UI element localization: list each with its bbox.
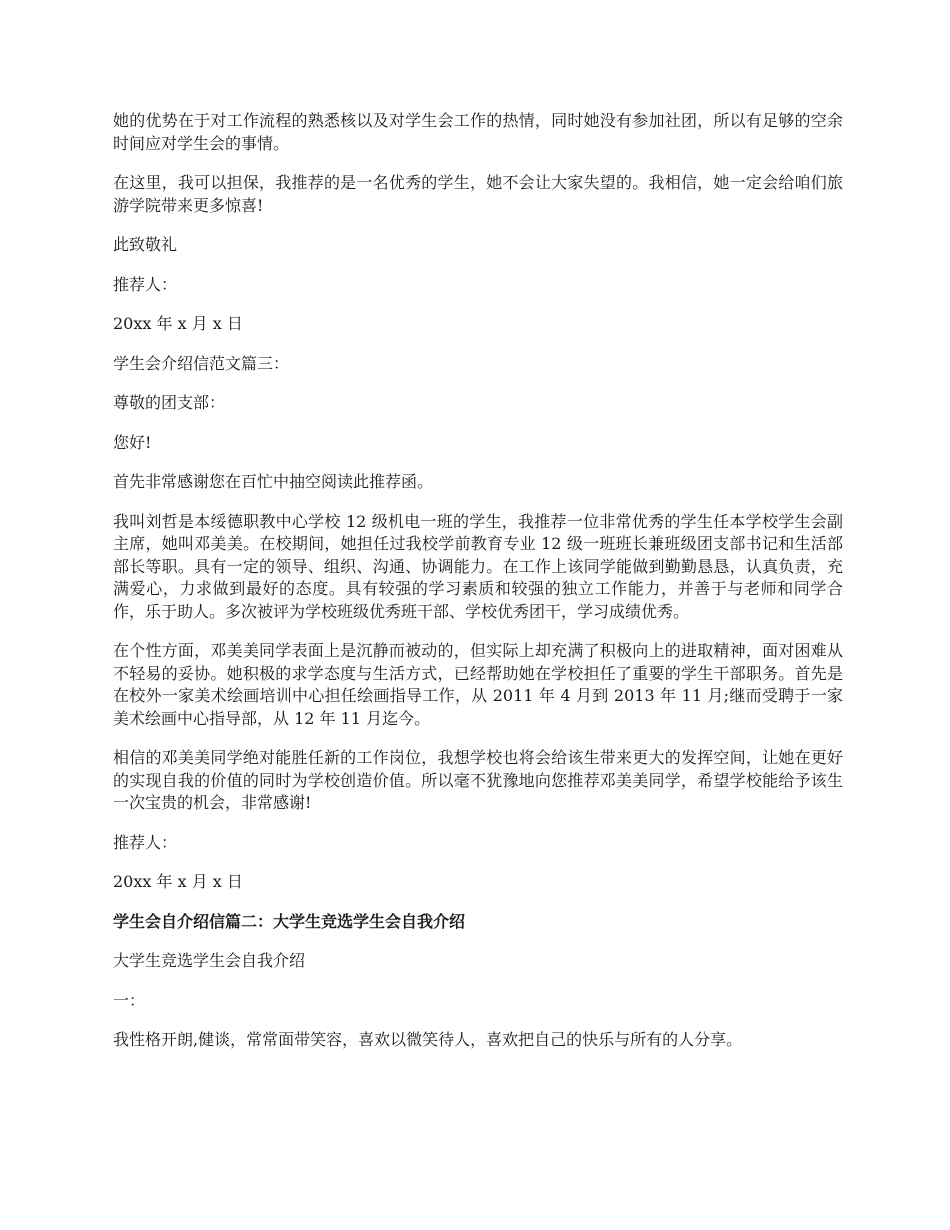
recommender-label: 推荐人： [113, 274, 178, 294]
closing-salutation: 此致敬礼 [113, 235, 178, 254]
addressee: 尊敬的团支部： [113, 393, 226, 412]
section-heading: 学生会自介绍信篇二：大学生竞选学生会自我介绍 [113, 911, 466, 931]
paragraph: 相信的邓美美同学绝对能胜任新的工作岗位，我想学校也将会给该生带来更大的发挥空间，让她在更好的实现自我的价值的同时为学校创造价值。所以毫不犹豫地向您推荐邓美美同学，希望学校能给予该生一次宝贵的机会，非常感谢! [113, 748, 843, 812]
document-page [113, 110, 843, 1069]
date-line: 20xx 年 x 月 x 日 [113, 314, 243, 333]
subtitle: 大学生竞选学生会自我介绍 [113, 951, 306, 970]
paragraph: 在这里，我可以担保，我推荐的是一名优秀的学生，她不会让大家失望的。我相信，她一定会给咱们旅游学院带来更多惊喜! [113, 173, 843, 215]
paragraph: 她的优势在于对工作流程的熟悉核以及对学生会工作的热情，同时她没有参加社团，所以有足够的空余时间应对学生会的事情。 [113, 111, 843, 153]
section-title: 学生会介绍信范文篇三： [113, 353, 290, 373]
paragraph: 我叫刘哲是本绥德职教中心学校 12 级机电一班的学生，我推荐一位非常优秀的学生任本学校学生会副主席，她叫邓美美。在校期间，她担任过我校学前教育专业 12 级一班班长兼班级团支部书记和生活部部长等职。具有一定的领导、组织、沟通、协调能力。在工作上该同学能做到勤勤恳恳，认真负责，充满爱心，力求做到最好的态度。具有较强的学习素质和较强的独立工作能力，并善于与老师和同学合作，乐于助人。多次被评为学校班级优秀班干部、学校优秀团干，学习成绩优秀。 [113, 511, 843, 621]
recommender-label: 推荐人： [113, 832, 178, 852]
date-line: 20xx 年 x 月 x 日 [113, 872, 243, 891]
paragraph: 我性格开朗,健谈，常常面带笑容，喜欢以微笑待人，喜欢把自己的快乐与所有的人分享。 [113, 1030, 743, 1049]
greeting: 您好! [113, 432, 152, 452]
paragraph: 在个性方面，邓美美同学表面上是沉静而被动的，但实际上却充满了积极向上的进取精神，面对困难从不轻易的妥协。她积极的求学态度与生活方式，已经帮助她在学校担任了重要的学生干部职务。首先是在校外一家美术绘画培训中心担任绘画指导工作，从 2011 年 4 月到 2013 年 11 月;继而受聘于一家美术绘画中心指导部，从 12 年 11 月迄今。 [113, 641, 843, 728]
list-marker: 一： [113, 990, 146, 1010]
paragraph: 首先非常感谢您在百忙中抽空阅读此推荐函。 [113, 472, 434, 491]
